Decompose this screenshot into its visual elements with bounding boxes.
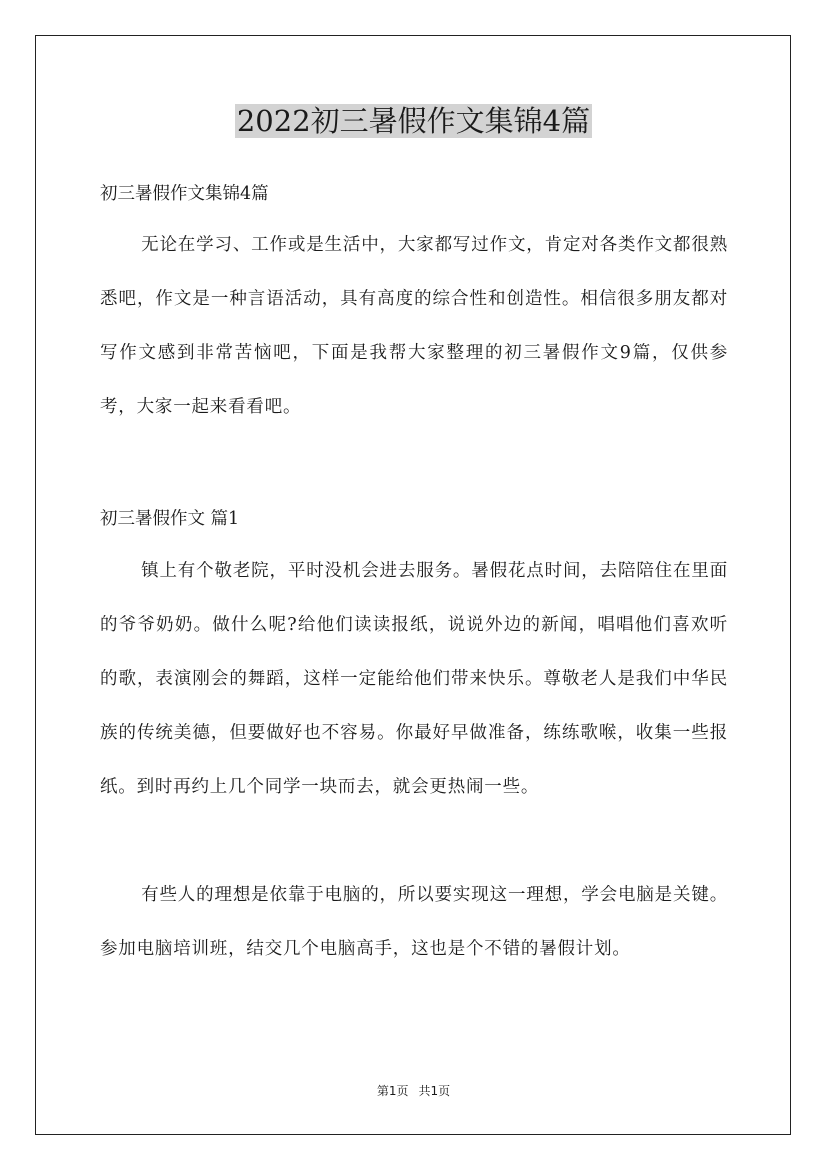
document-subtitle: 初三暑假作文集锦4篇 [100,184,269,204]
section-paragraph-2: 有些人的理想是依靠于电脑的，所以要实现这一理想，学会电脑是关键。参加电脑培训班，结交几个电脑高手，这也是个不错的暑假计划。 [100,885,728,959]
section-paragraph-1: 镇上有个敬老院，平时没机会进去服务。暑假花点时间，去陪陪住在里面的爷爷奶奶。做什么呢?给他们读读报纸，说说外边的新闻，唱唱他们喜欢听的歌，表演刚会的舞蹈，这样一定能给他们带来快乐。尊敬老人是我们中华民族的传统美德，但要做好也不容易。你最好早做准备，练练歌喉，收集一些报纸。到时再约上几个同学一块而去，就会更热闹一些。 [100,561,728,797]
document-title-block [0,100,827,142]
section-heading: 初三暑假作文 篇1 [100,509,240,529]
intro-paragraph: 无论在学习、工作或是生活中，大家都写过作文，肯定对各类作文都很熟悉吧，作文是一种言语活动，具有高度的综合性和创造性。相信很多朋友都对写作文感到非常苦恼吧，下面是我帮大家整理的初三暑假作文9篇，仅供参考，大家一起来看看吧。 [100,235,728,417]
page-number-total: 共1页 [418,1084,451,1098]
page-number-current: 第1页 [376,1084,409,1098]
document-title: 2022初三暑假作文集锦4篇 [236,104,591,138]
page-footer [0,1082,827,1099]
